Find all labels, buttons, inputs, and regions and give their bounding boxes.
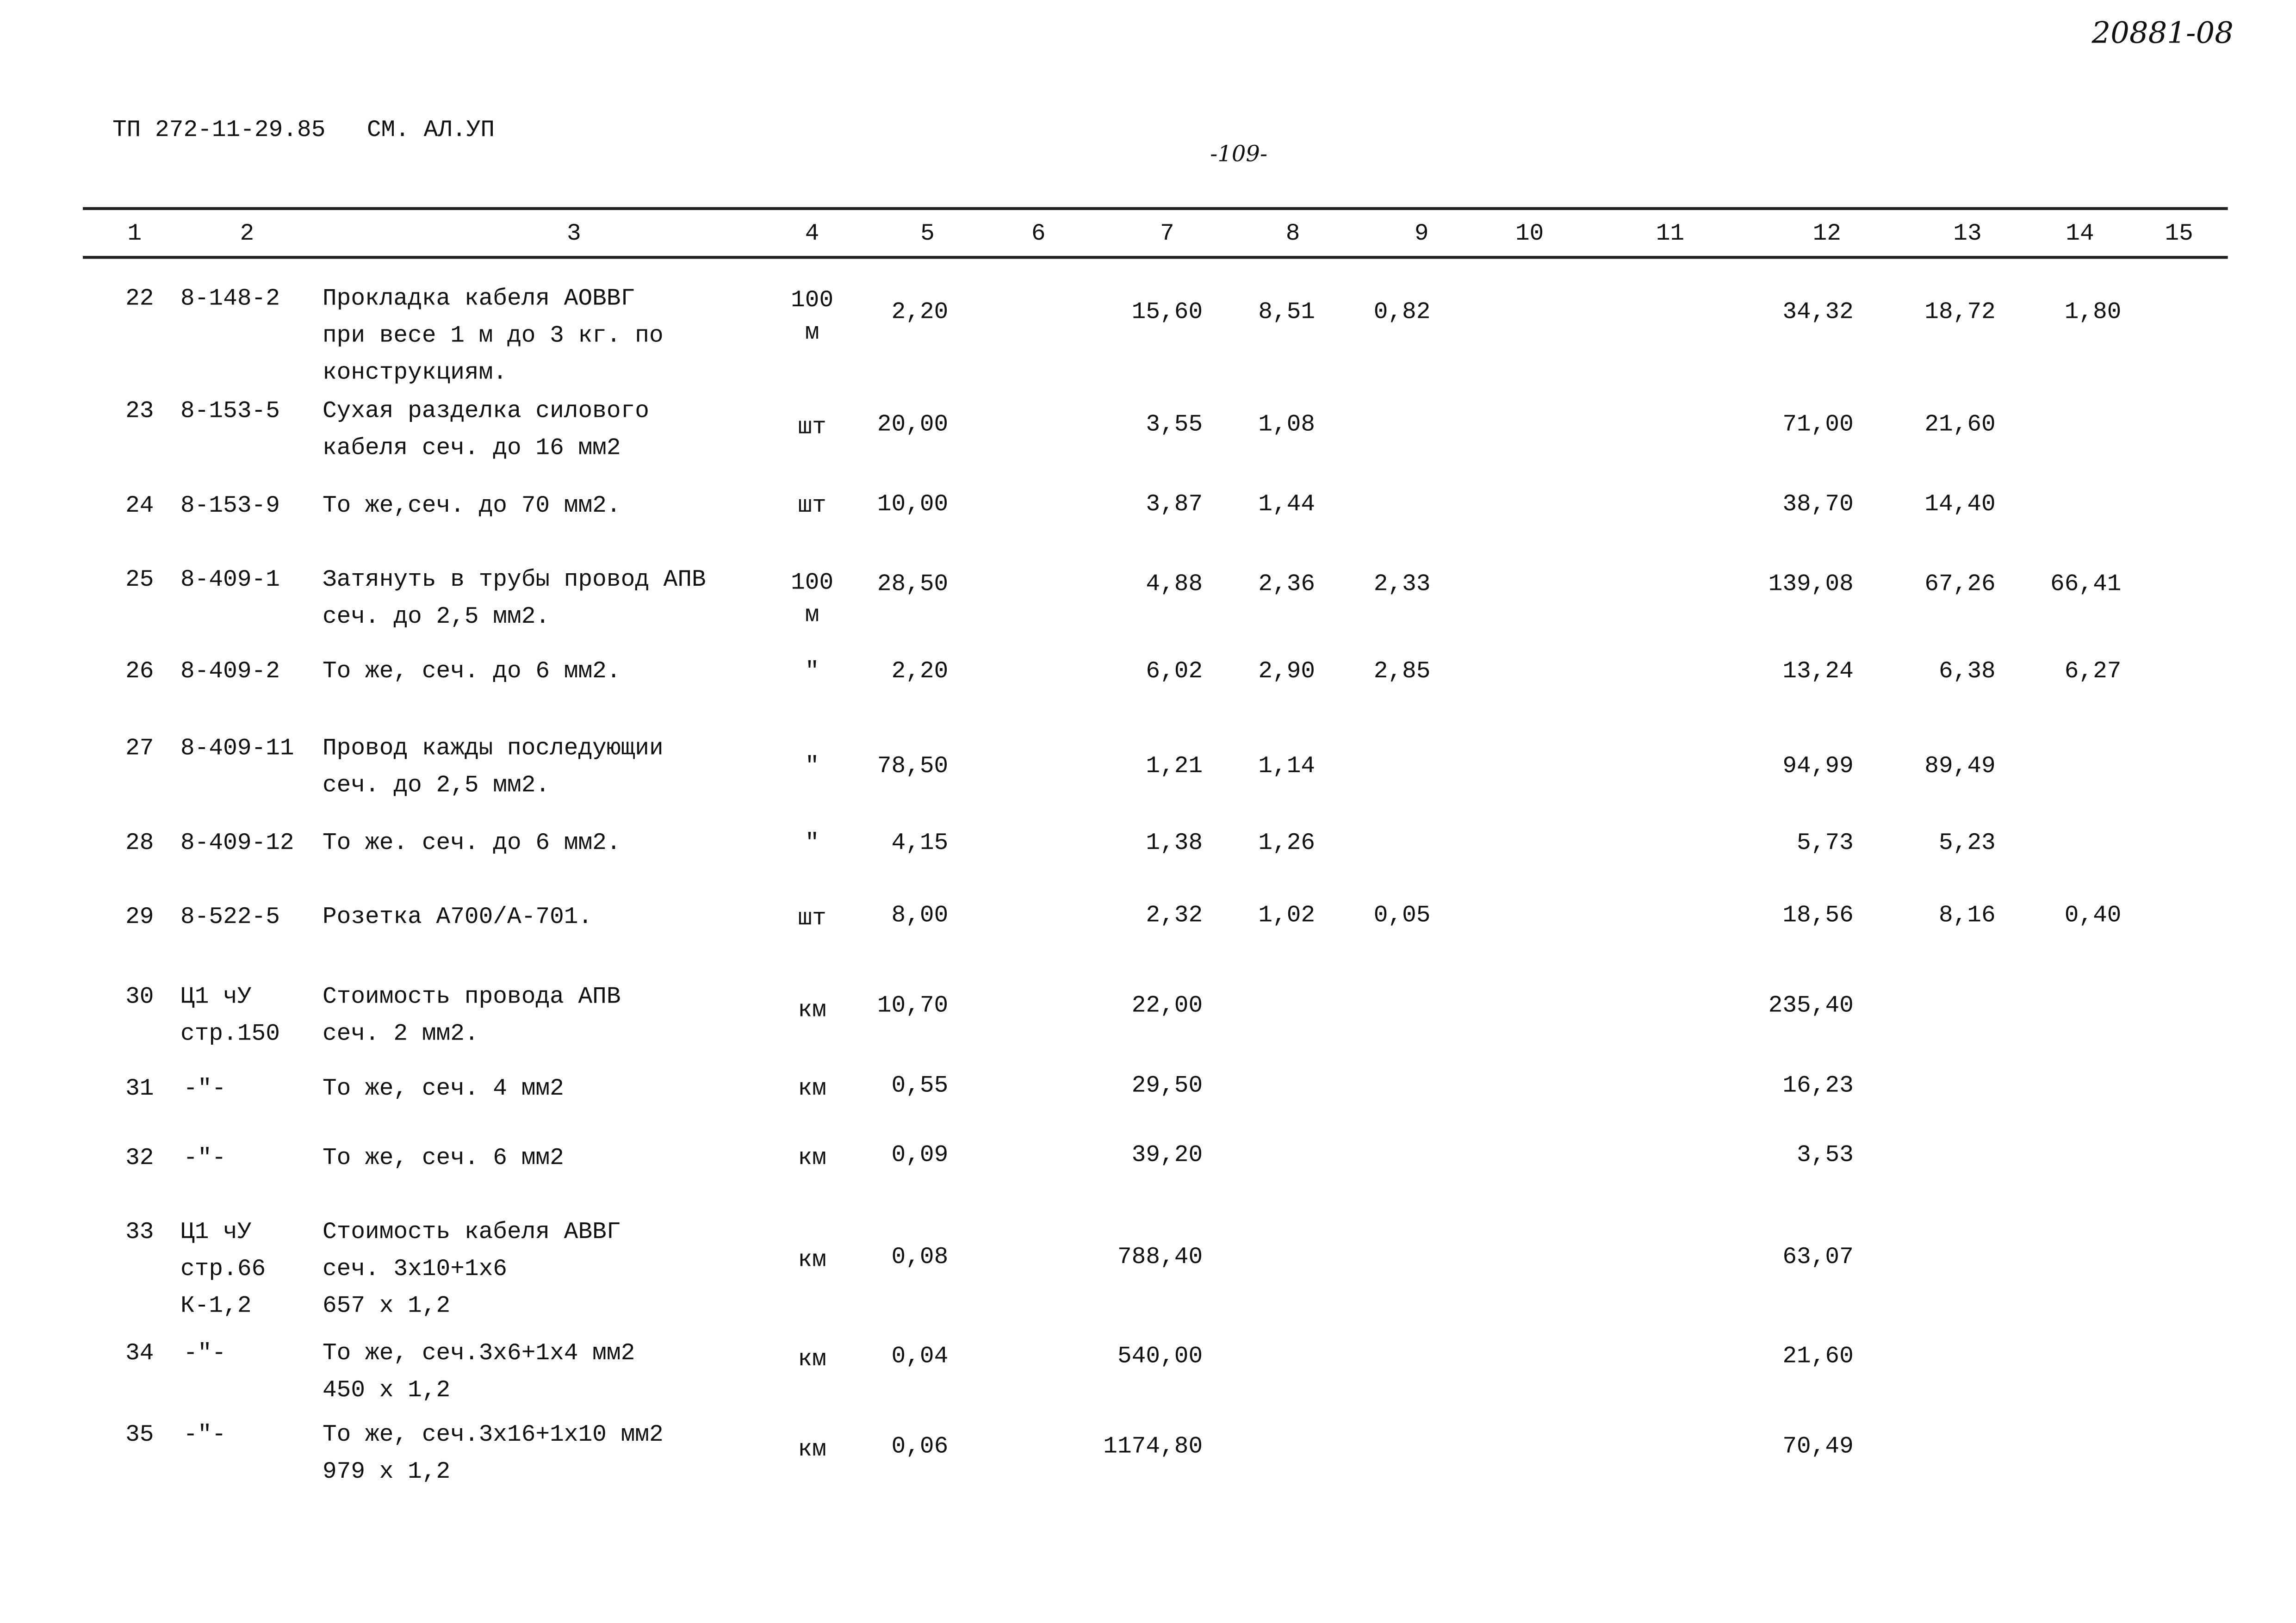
value-col-14: 0,40 [2064,902,2122,929]
column-header-15: 15 [2165,220,2193,247]
value-col-5: 8,00 [891,902,949,929]
work-description: 657 х 1,2 [322,1293,451,1319]
work-description: То же, сеч. до 6 мм2. [322,658,621,685]
value-col-12: 18,56 [1782,902,1854,929]
norm-code: -"- [183,1145,226,1172]
value-col-12: 71,00 [1782,411,1854,438]
column-header-3: 3 [567,220,581,247]
column-header-6: 6 [1031,220,1046,247]
row-number: 34 [125,1340,154,1367]
unit: 100 [791,569,834,596]
norm-code: стр.150 [180,1020,280,1047]
value-col-8: 1,26 [1258,830,1316,857]
value-col-5: 0,55 [891,1072,949,1099]
work-description: Стоимость кабеля АВВГ [322,1219,621,1245]
norm-code: -"- [183,1075,226,1102]
work-description: Стоимость провода АПВ [322,984,621,1010]
table-top-rule [83,207,2228,210]
value-col-12: 38,70 [1782,491,1854,518]
value-col-5: 10,70 [877,992,949,1019]
column-header-5: 5 [920,220,935,247]
norm-code: 8-148-2 [180,285,280,312]
value-col-7: 15,60 [1131,298,1203,326]
value-col-13: 18,72 [1924,298,1996,326]
column-header-2: 2 [240,220,254,247]
work-description: То же,сеч. до 70 мм2. [322,492,621,520]
norm-code: Ц1 чУ [180,984,252,1010]
column-header-1: 1 [127,220,142,247]
value-col-9: 2,85 [1373,658,1431,685]
unit: " [805,753,819,780]
value-col-7: 29,50 [1131,1072,1203,1099]
album-reference: СМ. АЛ.УП [366,117,495,144]
work-description: конструкциям. [322,359,508,386]
column-header-10: 10 [1515,220,1544,247]
value-col-12: 13,24 [1782,658,1854,685]
value-col-5: 0,06 [891,1433,949,1460]
norm-code: Ц1 чУ [180,1219,252,1245]
work-description: сеч. до 2,5 мм2. [322,772,550,799]
row-number: 23 [125,397,154,425]
value-col-8: 1,02 [1258,902,1316,929]
value-col-7: 1,21 [1146,753,1203,780]
work-description: То же, сеч. 4 мм2 [322,1075,564,1102]
value-col-7: 6,02 [1146,658,1203,685]
column-header-9: 9 [1414,220,1429,247]
value-col-5: 0,08 [891,1244,949,1271]
value-col-12: 5,73 [1797,830,1854,857]
value-col-7: 540,00 [1117,1343,1203,1370]
value-col-12: 63,07 [1782,1244,1854,1271]
value-col-5: 20,00 [877,411,949,438]
row-number: 33 [125,1219,154,1245]
unit: км [798,1436,826,1463]
row-number: 35 [125,1421,154,1448]
value-col-7: 3,87 [1146,491,1203,518]
value-col-14: 66,41 [2050,571,2122,598]
norm-code: 8-409-11 [180,735,294,762]
work-description: Прокладка кабеля АОВВГ [322,285,635,312]
work-description: То же. сеч. до 6 мм2. [322,830,621,857]
value-col-14: 1,80 [2064,298,2122,326]
value-col-12: 34,32 [1782,298,1854,326]
column-header-13: 13 [1953,220,1982,247]
row-number: 24 [125,492,154,520]
work-description: сеч. до 2,5 мм2. [322,603,550,630]
norm-code: 8-153-9 [180,492,280,520]
row-number: 28 [125,830,154,857]
norm-code: 8-522-5 [180,904,280,930]
document-code: ТП 272-11-29.85 [112,117,326,144]
norm-code: -"- [183,1421,226,1448]
norm-code: 8-409-12 [180,830,294,857]
row-number: 25 [125,566,154,593]
work-description: сеч. 2 мм2. [322,1020,479,1047]
row-number: 27 [125,735,154,762]
value-col-13: 14,40 [1924,491,1996,518]
work-description: То же, сеч.3х16+1х10 мм2 [322,1421,664,1448]
unit: шт [798,492,826,520]
value-col-5: 0,09 [891,1142,949,1169]
work-description: Провод кажды последующии [322,735,664,762]
value-col-8: 1,08 [1258,411,1316,438]
unit: км [798,1145,826,1172]
unit: м [805,319,819,347]
unit: км [798,1075,826,1102]
column-header-11: 11 [1656,220,1685,247]
row-number: 29 [125,904,154,930]
work-description: Затянуть в трубы провод АПВ [322,566,706,593]
value-col-5: 10,00 [877,491,949,518]
column-header-14: 14 [2066,220,2094,247]
column-header-7: 7 [1160,220,1174,247]
value-col-8: 8,51 [1258,298,1316,326]
unit: км [798,997,826,1024]
value-col-7: 1,38 [1146,830,1203,857]
value-col-13: 89,49 [1924,753,1996,780]
value-col-9: 0,05 [1373,902,1431,929]
work-description: 979 х 1,2 [322,1458,451,1485]
work-description: при весе 1 м до 3 кг. по [322,322,664,349]
work-description: Розетка А700/А-701. [322,904,593,930]
unit: км [798,1247,826,1274]
unit: км [798,1346,826,1373]
value-col-13: 5,23 [1938,830,1996,857]
value-col-9: 0,82 [1373,298,1431,326]
value-col-8: 1,44 [1258,491,1316,518]
value-col-7: 2,32 [1146,902,1203,929]
value-col-14: 6,27 [2064,658,2122,685]
value-col-5: 28,50 [877,571,949,598]
work-description: 450 х 1,2 [322,1377,451,1404]
value-col-5: 78,50 [877,753,949,780]
work-description: Сухая разделка силового [322,397,649,425]
norm-code: -"- [183,1340,226,1367]
column-header-8: 8 [1285,220,1300,247]
row-number: 26 [125,658,154,685]
value-col-5: 2,20 [891,298,949,326]
unit: 100 [791,287,834,314]
value-col-7: 3,55 [1146,411,1203,438]
norm-code: 8-153-5 [180,397,280,425]
row-number: 22 [125,285,154,312]
norm-code: К-1,2 [180,1293,252,1319]
value-col-7: 4,88 [1146,571,1203,598]
value-col-8: 2,36 [1258,571,1316,598]
value-col-13: 21,60 [1924,411,1996,438]
unit: " [805,658,819,685]
unit: " [805,830,819,857]
row-number: 31 [125,1075,154,1102]
column-header-12: 12 [1812,220,1841,247]
header-bottom-rule [83,256,2228,258]
value-col-8: 2,90 [1258,658,1316,685]
unit: шт [798,414,826,441]
archive-number: 20881-08 [2091,14,2234,50]
unit: м [805,602,819,629]
column-header-4: 4 [805,220,819,247]
work-description: То же, сеч. 6 мм2 [322,1145,564,1172]
norm-code: стр.66 [180,1256,266,1282]
value-col-5: 0,04 [891,1343,949,1370]
work-description: сеч. 3х10+1х6 [322,1256,508,1282]
value-col-7: 788,40 [1117,1244,1203,1271]
value-col-8: 1,14 [1258,753,1316,780]
page-number: -109- [1210,140,1268,167]
value-col-9: 2,33 [1373,571,1431,598]
row-number: 30 [125,984,154,1010]
value-col-12: 21,60 [1782,1343,1854,1370]
value-col-7: 1174,80 [1103,1433,1203,1460]
value-col-12: 70,49 [1782,1433,1854,1460]
value-col-13: 67,26 [1924,571,1996,598]
value-col-12: 16,23 [1782,1072,1854,1099]
norm-code: 8-409-2 [180,658,280,685]
value-col-12: 3,53 [1797,1142,1854,1169]
value-col-12: 139,08 [1768,571,1854,598]
value-col-7: 22,00 [1131,992,1203,1019]
value-col-5: 2,20 [891,658,949,685]
norm-code: 8-409-1 [180,566,280,593]
value-col-13: 6,38 [1938,658,1996,685]
work-description: кабеля сеч. до 16 мм2 [322,434,621,462]
value-col-12: 94,99 [1782,753,1854,780]
row-number: 32 [125,1145,154,1172]
work-description: То же, сеч.3х6+1х4 мм2 [322,1340,635,1367]
unit: шт [798,905,826,932]
value-col-12: 235,40 [1768,992,1854,1019]
value-col-13: 8,16 [1938,902,1996,929]
value-col-7: 39,20 [1131,1142,1203,1169]
value-col-5: 4,15 [891,830,949,857]
